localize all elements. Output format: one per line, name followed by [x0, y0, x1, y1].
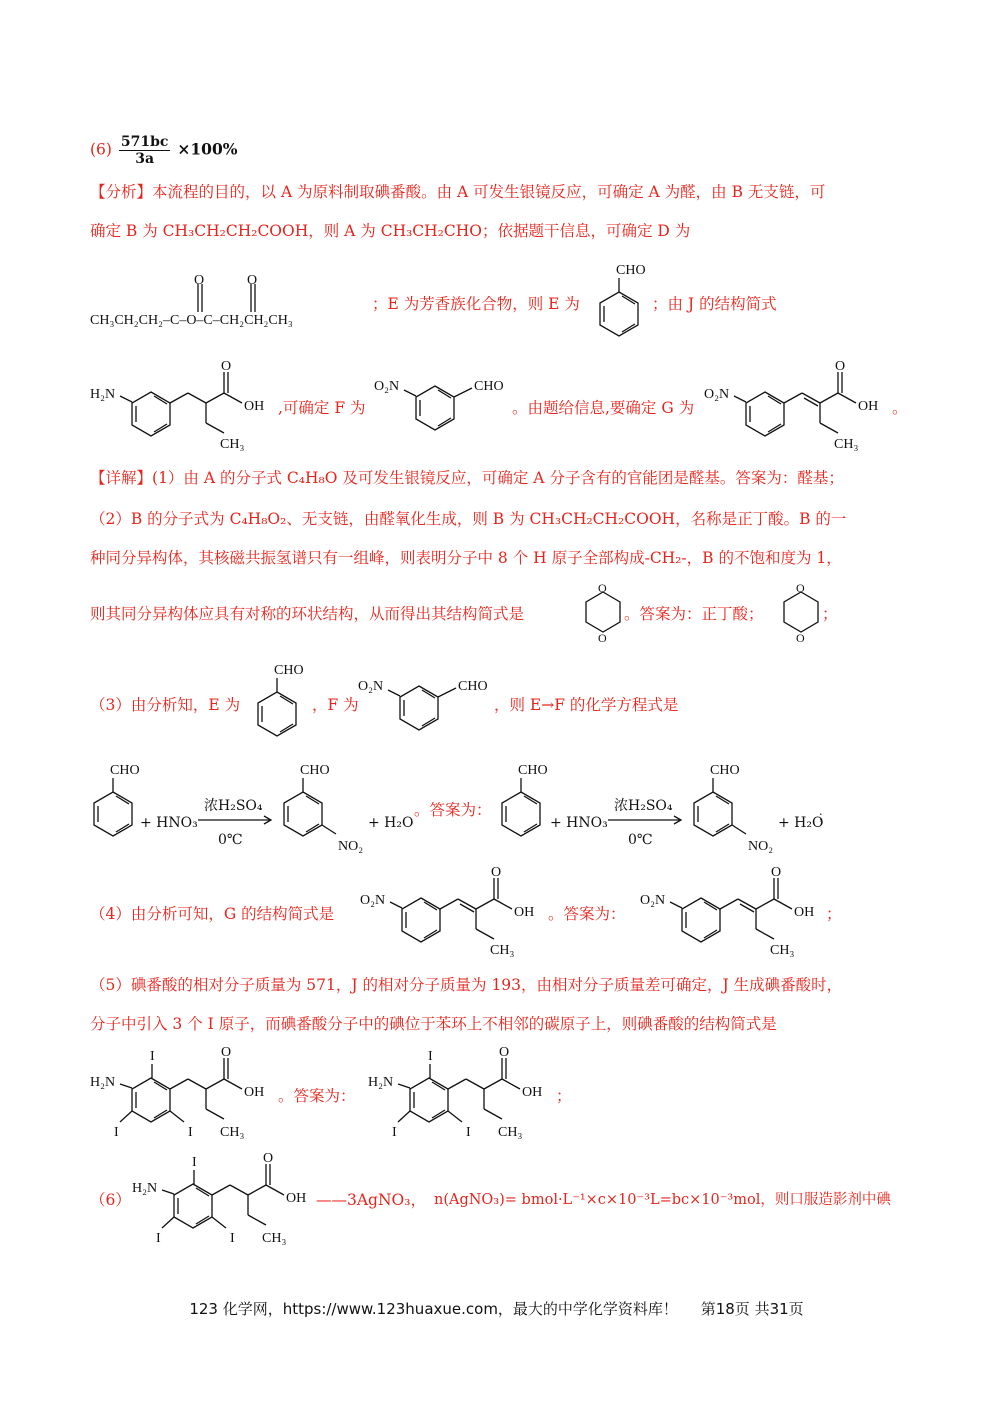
svg-text:O: O — [221, 360, 232, 374]
eq-answer-label: 。答案为： — [414, 801, 492, 819]
svg-text:O: O — [263, 1151, 274, 1166]
svg-text:I: I — [230, 1231, 235, 1246]
iopanoic-acid-structure-answer — [366, 1044, 566, 1144]
detail-p6c: n(AgNO₃)= bmol·L⁻¹×c×10⁻³L=bc×10⁻³mol，则口服造影剂中碘 — [434, 1192, 891, 1208]
analysis-tag: 【分析】 — [90, 183, 153, 201]
svg-text:OH: OH — [514, 905, 535, 920]
svg-text:CHO: CHO — [518, 763, 548, 778]
svg-text:I: I — [392, 1125, 397, 1140]
detail-p2d: 。答案为：正丁酸； — [624, 605, 764, 623]
svg-text:O: O — [598, 631, 607, 644]
detail-p3b: ，F 为 — [312, 696, 359, 714]
analysis-line1 — [90, 182, 825, 202]
eq-cond-bottom-1: 0℃ — [218, 832, 243, 848]
eq-nitrobenzaldehyde-1 — [278, 762, 368, 858]
eq-nitrobenzaldehyde-2 — [688, 762, 778, 858]
iopanoic-acid-structure — [88, 1044, 288, 1144]
detail-p2b: 种同分异构体，其核磁共振氢谱只有一组峰，则表明分子中 8 个 H 原子全部构成-CH₂-，B 的不饱和度为 1， — [90, 549, 842, 567]
svg-text:CH₃: CH₃ — [490, 943, 515, 958]
svg-text:O: O — [491, 866, 502, 880]
svg-text:OH: OH — [286, 1191, 307, 1206]
footer-text: 123 化学网，https://www.123huaxue.com，最大的中学化学资料库！ — [189, 1300, 678, 1318]
svg-text:O: O — [221, 1045, 232, 1060]
svg-text:H₂N: H₂N — [368, 1075, 394, 1090]
detail-p6b: ——3AgNO₃， — [316, 1191, 426, 1209]
analysis-text1: 本流程的目的，以 A 为原料制取碘番酸。由 A 可发生银镜反应，可确定 A 为醛，由 B 无支链，可 — [152, 183, 826, 201]
svg-text:CHO: CHO — [110, 763, 140, 778]
svg-text:I: I — [188, 1125, 193, 1140]
svg-text:I: I — [156, 1231, 161, 1246]
iopanoic-acid-structure-6 — [130, 1150, 330, 1250]
fraction — [119, 134, 171, 167]
benzaldehyde-structure — [594, 262, 654, 342]
g-structure-3 — [638, 866, 838, 961]
detail-p2e: ； — [822, 605, 838, 623]
dioxane-structure — [580, 580, 626, 644]
detail-p1-text: (1）由 A 的分子式 C₄H₈O 及可发生银镜反应，可确定 A 分子含有的官能团是醛基。答案为：醛基； — [152, 469, 844, 487]
detail-p4c: ； — [826, 905, 842, 923]
analysis-line4b: 。由题给信息,要确定 G 为 — [512, 399, 695, 417]
svg-text:O₂N: O₂N — [374, 379, 400, 394]
eq-end: ； — [818, 809, 831, 823]
svg-text:O: O — [194, 273, 205, 288]
item6-label: (6) — [90, 140, 112, 159]
detail-p6a: （6） — [90, 1191, 131, 1209]
svg-text:O₂N: O₂N — [640, 893, 666, 908]
eq-benzaldehyde-2 — [496, 762, 556, 842]
svg-text:H₂N: H₂N — [90, 387, 116, 402]
eq-benzaldehyde-1 — [88, 762, 148, 842]
analysis-line3b: ；由 J 的结构简式 — [652, 295, 777, 313]
svg-text:OH: OH — [858, 399, 879, 414]
svg-text:CHO: CHO — [300, 763, 330, 778]
detail-p5a: （5）碘番酸的相对分子质量为 571，J 的相对分子质量为 193，由相对分子质量差可确定，J 生成碘番酸时， — [90, 976, 843, 994]
fraction-denominator: 3a — [135, 151, 155, 167]
eq-h2o-2: + H₂O — [778, 815, 824, 831]
svg-text:I: I — [428, 1049, 433, 1064]
svg-text:O: O — [771, 866, 782, 880]
detail-p2c: 则其同分异构体应具有对称的环状结构，从而得出其结构简式是 — [90, 605, 525, 623]
analysis-line3a: ；E 为芳香族化合物，则 E 为 — [372, 295, 580, 313]
detail-p3a: （3）由分析知，E 为 — [90, 696, 241, 714]
detail-p4b: 。答案为： — [548, 905, 626, 923]
f-structure — [372, 372, 522, 442]
svg-text:OH: OH — [794, 905, 815, 920]
svg-text:CH₃: CH₃ — [770, 943, 795, 958]
j-structure — [88, 360, 288, 455]
eq-cond-bottom-2: 0℃ — [628, 832, 653, 848]
anhydride-formula: CH₃CH₂CH₂–C–O–C–CH₂CH₂CH₃ — [90, 313, 293, 328]
f-structure-2 — [356, 672, 506, 742]
svg-text:CHO: CHO — [458, 679, 488, 694]
detail-p5c: 。答案为： — [278, 1087, 356, 1105]
svg-text:NO₂: NO₂ — [338, 839, 364, 854]
page-footer — [0, 1298, 993, 1319]
svg-text:O: O — [796, 631, 805, 644]
svg-text:CH₃: CH₃ — [220, 1125, 245, 1140]
anhydride-structure — [88, 272, 378, 334]
svg-text:O₂N: O₂N — [358, 679, 384, 694]
svg-text:I: I — [114, 1125, 119, 1140]
g-structure — [702, 360, 902, 455]
svg-text:I: I — [466, 1125, 471, 1140]
svg-text:CHO: CHO — [710, 763, 740, 778]
analysis-line4c: 。 — [892, 399, 908, 417]
fraction-numerator: 571bc — [120, 134, 169, 150]
svg-text:H₂N: H₂N — [132, 1181, 158, 1196]
svg-text:O: O — [796, 581, 805, 595]
analysis-line2: 确定 B 为 CH₃CH₂CH₂COOH，则 A 为 CH₃CH₂CHO；依据题干信息，可确定 D 为 — [90, 222, 691, 240]
svg-text:OH: OH — [522, 1085, 543, 1100]
svg-text:O₂N: O₂N — [704, 387, 730, 402]
eq-h2o-1: + H₂O — [368, 815, 414, 831]
percent-suffix: ×100% — [177, 139, 238, 159]
svg-text:H₂N: H₂N — [90, 1075, 116, 1090]
detail-p4a: （4）由分析可知，G 的结构简式是 — [90, 905, 335, 923]
svg-text:O: O — [499, 1045, 510, 1060]
eq-cond-top-2: 浓H₂SO₄ — [614, 798, 673, 814]
dioxane-structure-answer — [778, 580, 824, 644]
detail-p5d: ； — [556, 1087, 572, 1105]
detail-p3c: ，则 E→F 的化学方程式是 — [494, 696, 679, 714]
svg-text:I: I — [150, 1049, 155, 1064]
svg-text:OH: OH — [244, 1085, 265, 1100]
svg-text:CHO: CHO — [474, 379, 504, 394]
svg-text:CH₃: CH₃ — [834, 437, 859, 452]
svg-text:O: O — [835, 360, 846, 374]
eq-arrow-1 — [196, 815, 276, 825]
svg-text:CH₃: CH₃ — [262, 1231, 287, 1246]
detail-p2a: （2）B 的分子式为 C₄H₈O₂、无支链，由醛氧化生成，则 B 为 CH₃CH₂CH₂COOH，名称是正丁酸。B 的一 — [90, 510, 847, 528]
e-structure — [252, 662, 312, 742]
svg-text:I: I — [192, 1155, 197, 1170]
g-structure-2 — [358, 866, 558, 961]
detail-p5b: 分子中引入 3 个 I 原子，而碘番酸分子中的碘位于苯环上不相邻的碳原子上，则碘番酸的结构简式是 — [90, 1015, 777, 1033]
eq-hno3-1: + HNO₃ — [140, 815, 198, 831]
eq-arrow-2 — [606, 815, 686, 825]
svg-text:CH₃: CH₃ — [220, 437, 245, 452]
svg-text:O₂N: O₂N — [360, 893, 386, 908]
eq-hno3-2: + HNO₃ — [550, 815, 608, 831]
item6-answer — [90, 134, 237, 167]
svg-text:OH: OH — [244, 399, 265, 414]
analysis-line4a: ,可确定 F 为 — [278, 399, 366, 417]
detail-p1 — [90, 468, 844, 488]
footer-page: 第18页 共31页 — [700, 1300, 804, 1318]
svg-text:O: O — [598, 581, 607, 595]
svg-text:CHO: CHO — [616, 263, 646, 278]
detail-tag: 【详解】 — [90, 469, 153, 487]
svg-text:O: O — [247, 273, 258, 288]
eq-cond-top-1: 浓H₂SO₄ — [204, 798, 263, 814]
svg-text:CHO: CHO — [274, 663, 304, 678]
svg-text:CH₃: CH₃ — [498, 1125, 523, 1140]
svg-text:NO₂: NO₂ — [748, 839, 774, 854]
